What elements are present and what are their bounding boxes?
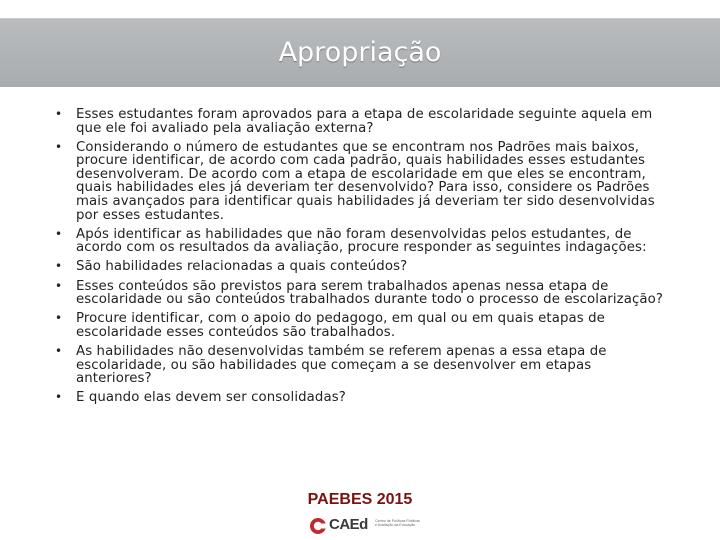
list-item-text: E quando elas devem ser consolidadas?: [76, 390, 346, 406]
caed-logo-icon: [309, 517, 327, 535]
bullet-icon: •: [55, 343, 63, 358]
list-item-text: São habilidades relacionadas a quais conteúdos?: [76, 259, 408, 275]
caed-logo: [309, 515, 421, 537]
bullet-icon: •: [55, 107, 63, 121]
list-item-text: Esses conteúdos são previstos para serem trabalhados apenas nessa etapa de escolaridade ou são conteúdos trabalhados durante todo o processo de escolarização?: [76, 278, 664, 308]
bullet-icon: •: [55, 311, 63, 326]
list-item-text: Considerando o número de estudantes que se encontram nos Padrões mais baixos, procure identificar, de acordo com cada padrão, quais habilidades esses estudantes desenvolveram. De acordo com a etapa de escolaridade em que eles se encontram, quais habilidades eles já deveriam ter desenvolvido? Para isso, considere os Padrões mais avançados para identificar quais habilidades já deveriam ter sido desenvolvidas por esses estudantes.: [76, 139, 655, 223]
list-item: [52, 345, 664, 386]
list-item: [52, 228, 664, 255]
logo-subtitle: Centro de Políticas Públicas e Avaliação da Educação: [375, 519, 420, 528]
slide-title-text: Apropriação: [278, 37, 442, 68]
list-item-text: As habilidades não desenvolvidas também se referem apenas a essa etapa de escolaridade, ou são habilidades que começam a se desenvolver em etapas anteriores?: [76, 343, 607, 387]
list-item: [52, 141, 664, 223]
list-item-text: Esses estudantes foram aprovados para a etapa de escolaridade seguinte aquela em que ele foi avaliado pela avaliação externa?: [76, 107, 653, 136]
list-item: [52, 391, 664, 405]
title-bar: [0, 18, 720, 87]
bullet-icon: •: [55, 390, 63, 405]
footer-title: PAEBES 2015: [307, 491, 413, 508]
list-item: [52, 312, 664, 339]
bullet-icon: •: [55, 278, 63, 293]
bullet-icon: •: [55, 139, 63, 154]
bullet-icon: •: [55, 259, 63, 274]
list-item: [52, 260, 664, 274]
list-item: [52, 280, 664, 307]
list-item-text: Após identificar as habilidades que não foram desenvolvidas pelos estudantes, de acordo com os resultados da avaliação, procure responder as seguintes indagações:: [76, 226, 647, 256]
slide-title: [0, 19, 720, 87]
bullet-list: [52, 108, 664, 410]
list-item-text: Procure identificar, com o apoio do pedagogo, em qual ou em quais etapas de escolaridade esses conteúdos são trabalhados.: [76, 311, 605, 340]
bullet-icon: •: [55, 226, 63, 241]
list-item: [52, 108, 664, 135]
logo-name: CAEd: [329, 516, 368, 533]
